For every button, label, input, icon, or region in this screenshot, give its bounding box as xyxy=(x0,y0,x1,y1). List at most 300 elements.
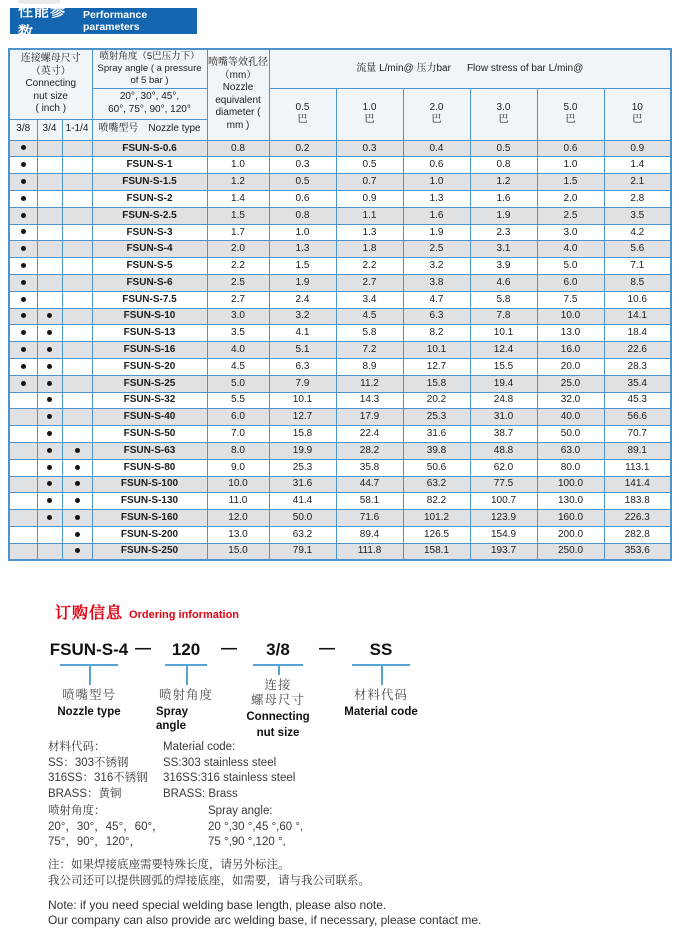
flow-value-cell-1.0bar: 7.2 xyxy=(336,342,403,359)
flow-value-cell-3.0bar: 62.0 xyxy=(470,459,537,476)
flow-value-cell-2.0bar: 4.7 xyxy=(403,291,470,308)
note-zh-line: 注：如果焊接底座需要特殊长度，请另外标注。 xyxy=(48,859,290,871)
flow-value-cell-10bar: 89.1 xyxy=(604,442,671,459)
nozzle-model-cell: FSUN-S-6 xyxy=(92,275,207,292)
nut-group-zh: 连接螺母尺寸 xyxy=(20,53,81,65)
ordering-section-title xyxy=(55,600,239,623)
nut-size-cell-3/8 xyxy=(9,526,37,543)
nut-size-cell-3/4 xyxy=(37,526,62,543)
flow-value-cell-5.0bar: 20.0 xyxy=(537,358,604,375)
flow-value-cell-10bar: 183.8 xyxy=(604,493,671,510)
nut-group-zh2: （英寸） xyxy=(30,65,71,77)
order-label-zh2: 螺母尺寸 xyxy=(250,693,305,707)
availability-dot xyxy=(21,347,26,352)
order-dash: — xyxy=(221,640,237,657)
order-label-zh: 喷射角度 xyxy=(158,688,213,702)
flow-value-cell-1.0bar: 4.5 xyxy=(336,308,403,325)
material-en-line: Material code: xyxy=(163,741,236,753)
flow-value-cell-3.0bar: 12.4 xyxy=(470,342,537,359)
diameter-cell: 0.8 xyxy=(207,140,269,157)
flow-value-cell-2.0bar: 2.5 xyxy=(403,241,470,258)
flow-value-cell-5.0bar: 1.0 xyxy=(537,157,604,174)
flow-value-cell-10bar: 2.1 xyxy=(604,174,671,191)
flow-value-cell-2.0bar: 3.8 xyxy=(403,275,470,292)
availability-dot xyxy=(21,313,26,318)
diameter-cell: 3.5 xyxy=(207,325,269,342)
flow-value-cell-0.5bar: 5.1 xyxy=(269,342,336,359)
table-row xyxy=(9,392,671,409)
table-row xyxy=(9,510,671,527)
nut-size-cell-3/8 xyxy=(9,358,37,375)
angle-group-en: Spray angle ( a pressure of 5 bar ) xyxy=(97,62,202,86)
flow-value-cell-2.0bar: 158.1 xyxy=(403,543,470,560)
flow-value-cell-5.0bar: 200.0 xyxy=(537,526,604,543)
flow-value-cell-10bar: 22.6 xyxy=(604,342,671,359)
diameter-cell: 4.5 xyxy=(207,358,269,375)
material-zh-line: 材料代码： xyxy=(48,741,106,753)
spray-zh-column xyxy=(48,804,208,851)
availability-dot xyxy=(47,481,52,486)
spray-en-column xyxy=(208,804,303,851)
availability-dot xyxy=(47,364,52,369)
table-row xyxy=(9,493,671,510)
diameter-zh2: （mm） xyxy=(219,69,257,81)
nozzle-model-cell: FSUN-S-40 xyxy=(92,409,207,426)
nut-size-cell-3/4 xyxy=(37,275,62,292)
nozzle-model-cell: FSUN-S-13 xyxy=(92,325,207,342)
nut-size-cell-3/8 xyxy=(9,191,37,208)
availability-dot xyxy=(21,381,26,386)
nut-size-cell-3/4 xyxy=(37,543,62,560)
nut-size-cell-3/8 xyxy=(9,442,37,459)
nut-size-col-3-8: 3/8 xyxy=(9,119,37,140)
flow-value-cell-3.0bar: 15.5 xyxy=(470,358,537,375)
nut-size-cell-3/8 xyxy=(9,493,37,510)
nozzle-model-cell: FSUN-S-32 xyxy=(92,392,207,409)
pressure-value: 0.5 xyxy=(295,101,310,113)
flow-value-cell-10bar: 0.9 xyxy=(604,140,671,157)
nut-size-cell-3/4 xyxy=(37,140,62,157)
order-part-nut-size xyxy=(242,638,314,740)
nut-size-col-1-1-4: 1-1/4 xyxy=(62,119,92,140)
pressure-unit: 巴 xyxy=(632,114,643,126)
flow-value-cell-5.0bar: 6.0 xyxy=(537,275,604,292)
order-dash: — xyxy=(319,640,335,657)
nut-size-cell-1-1/4 xyxy=(62,459,92,476)
nut-group-en2: nut size xyxy=(33,90,68,102)
nozzle-model-cell: FSUN-S-5 xyxy=(92,258,207,275)
availability-dot xyxy=(47,397,52,402)
availability-dot xyxy=(75,515,80,520)
nozzle-type-header xyxy=(92,119,207,140)
table-row xyxy=(9,442,671,459)
pressure-header-0.5bar xyxy=(269,88,336,140)
flow-value-cell-5.0bar: 13.0 xyxy=(537,325,604,342)
table-row xyxy=(9,325,671,342)
flow-value-cell-3.0bar: 4.6 xyxy=(470,275,537,292)
table-row xyxy=(9,459,671,476)
flow-value-cell-3.0bar: 31.0 xyxy=(470,409,537,426)
flow-value-cell-2.0bar: 1.0 xyxy=(403,174,470,191)
flow-value-cell-0.5bar: 10.1 xyxy=(269,392,336,409)
flow-value-cell-1.0bar: 0.3 xyxy=(336,140,403,157)
flow-value-cell-1.0bar: 22.4 xyxy=(336,426,403,443)
table-row xyxy=(9,342,671,359)
table-row xyxy=(9,308,671,325)
diameter-cell: 1.2 xyxy=(207,174,269,191)
flow-value-cell-1.0bar: 2.2 xyxy=(336,258,403,275)
flow-value-cell-5.0bar: 80.0 xyxy=(537,459,604,476)
flow-value-cell-0.5bar: 50.0 xyxy=(269,510,336,527)
flow-value-cell-0.5bar: 63.2 xyxy=(269,526,336,543)
flow-value-cell-5.0bar: 16.0 xyxy=(537,342,604,359)
nut-size-cell-1-1/4 xyxy=(62,510,92,527)
diameter-cell: 4.0 xyxy=(207,342,269,359)
diameter-cell: 2.2 xyxy=(207,258,269,275)
nut-size-cell-3/4 xyxy=(37,224,62,241)
flow-value-cell-3.0bar: 0.5 xyxy=(470,140,537,157)
flow-value-cell-3.0bar: 154.9 xyxy=(470,526,537,543)
table-row xyxy=(9,543,671,560)
availability-dot xyxy=(47,313,52,318)
diameter-cell: 6.0 xyxy=(207,409,269,426)
nut-group-en1: Connecting xyxy=(25,78,77,90)
availability-dot xyxy=(21,229,26,234)
nut-size-cell-3/4 xyxy=(37,510,62,527)
material-zh-line: SS：303不锈钢 xyxy=(48,756,129,769)
nut-size-cell-3/4 xyxy=(37,258,62,275)
flow-value-cell-3.0bar: 24.8 xyxy=(470,392,537,409)
availability-dot xyxy=(47,515,52,520)
table-row xyxy=(9,224,671,241)
nozzle-model-cell: FSUN-S-10 xyxy=(92,308,207,325)
nut-size-cell-3/8 xyxy=(9,459,37,476)
flow-value-cell-10bar: 113.1 xyxy=(604,459,671,476)
flow-value-cell-1.0bar: 89.4 xyxy=(336,526,403,543)
ordering-diagram xyxy=(48,638,422,740)
nut-size-cell-1-1/4 xyxy=(62,442,92,459)
nut-size-cell-1-1/4 xyxy=(62,426,92,443)
flow-value-cell-2.0bar: 82.2 xyxy=(403,493,470,510)
flow-value-cell-2.0bar: 50.6 xyxy=(403,459,470,476)
flow-value-cell-3.0bar: 77.5 xyxy=(470,476,537,493)
table-row xyxy=(9,258,671,275)
nut-size-cell-3/4 xyxy=(37,157,62,174)
flow-value-cell-5.0bar: 40.0 xyxy=(537,409,604,426)
angle-values-line2: 60°, 75°, 90°, 120° xyxy=(108,103,191,115)
connector-line xyxy=(156,664,216,688)
flow-value-cell-3.0bar: 10.1 xyxy=(470,325,537,342)
nut-size-cell-1-1/4 xyxy=(62,140,92,157)
table-row xyxy=(9,174,671,191)
flow-value-cell-1.0bar: 3.4 xyxy=(336,291,403,308)
flow-value-cell-3.0bar: 19.4 xyxy=(470,375,537,392)
diameter-en1: Nozzle xyxy=(222,82,254,94)
flow-value-cell-2.0bar: 0.6 xyxy=(403,157,470,174)
nut-size-cell-1-1/4 xyxy=(62,392,92,409)
material-en-line: BRASS: Brass xyxy=(163,787,238,800)
nut-size-cell-1-1/4 xyxy=(62,191,92,208)
nozzle-model-cell: FSUN-S-130 xyxy=(92,493,207,510)
flow-value-cell-5.0bar: 25.0 xyxy=(537,375,604,392)
nut-size-cell-3/4 xyxy=(37,392,62,409)
material-en-column xyxy=(163,740,295,802)
table-row xyxy=(9,358,671,375)
nozzle-model-cell: FSUN-S-25 xyxy=(92,375,207,392)
nut-size-cell-1-1/4 xyxy=(62,308,92,325)
diameter-cell: 1.0 xyxy=(207,157,269,174)
flow-value-cell-0.5bar: 0.3 xyxy=(269,157,336,174)
diameter-cell: 12.0 xyxy=(207,510,269,527)
table-row xyxy=(9,476,671,493)
flow-value-cell-0.5bar: 1.0 xyxy=(269,224,336,241)
flow-value-cell-10bar: 2.8 xyxy=(604,191,671,208)
connector-line xyxy=(48,664,130,688)
nut-size-cell-3/4 xyxy=(37,308,62,325)
availability-dot xyxy=(21,263,26,268)
angle-group-zh: 喷射角度（5巴压力下） xyxy=(99,51,200,62)
nozzle-model-cell: FSUN-S-4 xyxy=(92,241,207,258)
table-row xyxy=(9,157,671,174)
flow-value-cell-0.5bar: 0.6 xyxy=(269,191,336,208)
pressure-unit: 巴 xyxy=(498,114,509,126)
material-en-line: 316SS:316 stainless steel xyxy=(163,772,296,784)
flow-value-cell-5.0bar: 250.0 xyxy=(537,543,604,560)
pressure-unit: 巴 xyxy=(364,114,375,126)
nut-size-cell-3/8 xyxy=(9,207,37,224)
flow-value-cell-3.0bar: 38.7 xyxy=(470,426,537,443)
nut-size-cell-1-1/4 xyxy=(62,258,92,275)
nut-size-cell-3/8 xyxy=(9,224,37,241)
nut-size-cell-3/8 xyxy=(9,543,37,560)
diameter-en2: equivalent xyxy=(215,94,261,106)
availability-dot xyxy=(21,179,26,184)
order-code-material: SS xyxy=(369,640,393,659)
nut-size-cell-3/4 xyxy=(37,207,62,224)
flow-value-cell-1.0bar: 58.1 xyxy=(336,493,403,510)
flow-value-cell-2.0bar: 12.7 xyxy=(403,358,470,375)
flow-value-cell-0.5bar: 6.3 xyxy=(269,358,336,375)
diameter-cell: 1.5 xyxy=(207,207,269,224)
availability-dot xyxy=(75,481,80,486)
spray-zh-line: 20°，30°，45°，60°， xyxy=(48,820,164,833)
flow-value-cell-5.0bar: 100.0 xyxy=(537,476,604,493)
flow-value-cell-10bar: 226.3 xyxy=(604,510,671,527)
diameter-cell: 3.0 xyxy=(207,308,269,325)
flow-value-cell-5.0bar: 2.5 xyxy=(537,207,604,224)
flow-value-cell-0.5bar: 1.9 xyxy=(269,275,336,292)
pressure-value: 3.0 xyxy=(496,101,511,113)
nut-size-cell-3/8 xyxy=(9,409,37,426)
nut-size-cell-3/8 xyxy=(9,258,37,275)
flow-value-cell-2.0bar: 3.2 xyxy=(403,258,470,275)
pressure-value: 2.0 xyxy=(429,101,444,113)
flow-value-cell-5.0bar: 130.0 xyxy=(537,493,604,510)
availability-dot xyxy=(47,347,52,352)
flow-value-cell-3.0bar: 3.1 xyxy=(470,241,537,258)
availability-dot xyxy=(75,548,80,553)
diameter-en3: diameter ( mm ) xyxy=(215,107,261,131)
nut-size-cell-3/4 xyxy=(37,358,62,375)
availability-dot xyxy=(47,465,52,470)
flow-value-cell-3.0bar: 1.6 xyxy=(470,191,537,208)
diameter-cell: 5.0 xyxy=(207,375,269,392)
ordering-title-en: Ordering information xyxy=(129,609,240,621)
pressure-header-5bar xyxy=(537,88,604,140)
connector-line xyxy=(340,664,422,688)
flow-value-cell-2.0bar: 1.9 xyxy=(403,224,470,241)
flow-value-cell-1.0bar: 1.8 xyxy=(336,241,403,258)
flow-value-cell-2.0bar: 0.4 xyxy=(403,140,470,157)
order-code-model: FSUN-S-4 xyxy=(49,640,129,659)
flow-value-cell-10bar: 282.8 xyxy=(604,526,671,543)
performance-table xyxy=(8,48,672,561)
diameter-cell: 5.5 xyxy=(207,392,269,409)
flow-value-cell-0.5bar: 7.9 xyxy=(269,375,336,392)
nozzle-model-cell: FSUN-S-7.5 xyxy=(92,291,207,308)
flow-value-cell-1.0bar: 5.8 xyxy=(336,325,403,342)
flow-value-cell-0.5bar: 25.3 xyxy=(269,459,336,476)
flow-group-header xyxy=(269,49,671,88)
flow-value-cell-10bar: 10.6 xyxy=(604,291,671,308)
nozzle-model-cell: FSUN-S-160 xyxy=(92,510,207,527)
nut-size-cell-1-1/4 xyxy=(62,476,92,493)
flow-value-cell-10bar: 56.6 xyxy=(604,409,671,426)
flow-value-cell-1.0bar: 11.2 xyxy=(336,375,403,392)
order-code-angle: 120 xyxy=(171,640,201,659)
order-label-zh: 喷嘴型号 xyxy=(61,688,116,702)
table-row xyxy=(9,291,671,308)
material-zh-line: BRASS：黄铜 xyxy=(48,787,122,800)
flow-value-cell-10bar: 1.4 xyxy=(604,157,671,174)
flow-value-cell-3.0bar: 100.7 xyxy=(470,493,537,510)
pressure-header-10bar xyxy=(604,88,671,140)
flow-value-cell-1.0bar: 8.9 xyxy=(336,358,403,375)
nut-size-cell-1-1/4 xyxy=(62,241,92,258)
flow-value-cell-10bar: 4.2 xyxy=(604,224,671,241)
flow-value-cell-3.0bar: 48.8 xyxy=(470,442,537,459)
order-part-material xyxy=(340,638,422,719)
flow-value-cell-3.0bar: 123.9 xyxy=(470,510,537,527)
nozzle-model-cell: FSUN-S-20 xyxy=(92,358,207,375)
availability-dot xyxy=(21,162,26,167)
flow-value-cell-1.0bar: 1.3 xyxy=(336,224,403,241)
order-label-zh: 材料代码 xyxy=(353,688,408,702)
nut-size-cell-3/4 xyxy=(37,375,62,392)
material-code-block xyxy=(48,740,295,802)
flow-value-cell-5.0bar: 7.5 xyxy=(537,291,604,308)
nozzle-model-cell: FSUN-S-1 xyxy=(92,157,207,174)
flow-value-cell-5.0bar: 160.0 xyxy=(537,510,604,527)
availability-dot xyxy=(21,196,26,201)
material-zh-column xyxy=(48,740,163,802)
flow-value-cell-0.5bar: 4.1 xyxy=(269,325,336,342)
nut-size-cell-3/8 xyxy=(9,476,37,493)
nut-size-cell-3/4 xyxy=(37,409,62,426)
diameter-cell: 7.0 xyxy=(207,426,269,443)
availability-dot xyxy=(75,498,80,503)
flow-value-cell-5.0bar: 63.0 xyxy=(537,442,604,459)
availability-dot xyxy=(75,448,80,453)
nut-size-cell-3/4 xyxy=(37,459,62,476)
availability-dot xyxy=(21,246,26,251)
banner-title-en: Performance parameters xyxy=(82,9,148,33)
availability-dot xyxy=(75,532,80,537)
diameter-cell: 8.0 xyxy=(207,442,269,459)
flow-value-cell-5.0bar: 3.0 xyxy=(537,224,604,241)
diameter-cell: 2.0 xyxy=(207,241,269,258)
nut-size-cell-1-1/4 xyxy=(62,409,92,426)
flow-value-cell-2.0bar: 10.1 xyxy=(403,342,470,359)
flow-value-cell-5.0bar: 0.6 xyxy=(537,140,604,157)
table-row xyxy=(9,526,671,543)
flow-header-zh: 流量 L/min@ 压力bar xyxy=(356,62,451,74)
nut-size-cell-3/4 xyxy=(37,493,62,510)
diameter-header xyxy=(207,49,269,140)
order-dash: — xyxy=(135,640,151,657)
nut-size-cell-3/8 xyxy=(9,392,37,409)
diameter-cell: 1.4 xyxy=(207,191,269,208)
flow-value-cell-3.0bar: 1.2 xyxy=(470,174,537,191)
pressure-value: 5.0 xyxy=(563,101,578,113)
nut-size-cell-3/4 xyxy=(37,325,62,342)
pressure-unit: 巴 xyxy=(297,114,308,126)
nut-size-cell-3/4 xyxy=(37,342,62,359)
flow-value-cell-1.0bar: 1.1 xyxy=(336,207,403,224)
nozzle-type-zh: 喷嘴型号 xyxy=(98,123,139,135)
availability-dot xyxy=(47,414,52,419)
nut-size-cell-1-1/4 xyxy=(62,342,92,359)
nut-size-cell-3/8 xyxy=(9,291,37,308)
nut-size-cell-3/8 xyxy=(9,308,37,325)
note-en-line: Note: if you need special welding base length, please also note. xyxy=(48,898,387,912)
table-row xyxy=(9,375,671,392)
flow-value-cell-2.0bar: 39.8 xyxy=(403,442,470,459)
spray-angle-block xyxy=(48,804,303,851)
flow-value-cell-10bar: 141.4 xyxy=(604,476,671,493)
flow-value-cell-10bar: 3.5 xyxy=(604,207,671,224)
order-label-en: Material code xyxy=(344,706,418,718)
nozzle-model-cell: FSUN-S-80 xyxy=(92,459,207,476)
flow-header-en: Flow stress of bar L/min@ xyxy=(466,62,584,74)
pressure-value: 10 xyxy=(631,101,643,113)
spray-en-line: 75 °,90 °,120 °, xyxy=(208,836,286,848)
nozzle-model-cell: FSUN-S-50 xyxy=(92,426,207,443)
table-row xyxy=(9,241,671,258)
connector-line xyxy=(242,664,314,678)
order-label-zh: 连接 xyxy=(264,678,292,692)
flow-value-cell-5.0bar: 5.0 xyxy=(537,258,604,275)
flow-value-cell-5.0bar: 1.5 xyxy=(537,174,604,191)
flow-value-cell-10bar: 14.1 xyxy=(604,308,671,325)
order-label-en: Spray angle xyxy=(156,706,188,732)
nut-size-cell-3/4 xyxy=(37,191,62,208)
nut-size-col-3-4: 3/4 xyxy=(37,119,62,140)
flow-value-cell-2.0bar: 101.2 xyxy=(403,510,470,527)
banner-title-zh: 性能参数 xyxy=(18,3,67,41)
nut-size-cell-1-1/4 xyxy=(62,174,92,191)
spray-angle-group-header xyxy=(92,49,207,88)
notes-spacer xyxy=(48,889,481,898)
order-label-en: Connecting xyxy=(246,711,310,723)
nut-size-cell-3/8 xyxy=(9,325,37,342)
pressure-unit: 巴 xyxy=(565,114,576,126)
nut-size-cell-1-1/4 xyxy=(62,493,92,510)
nut-size-cell-1-1/4 xyxy=(62,543,92,560)
flow-value-cell-3.0bar: 7.8 xyxy=(470,308,537,325)
nut-size-cell-3/8 xyxy=(9,342,37,359)
nut-size-cell-3/4 xyxy=(37,291,62,308)
